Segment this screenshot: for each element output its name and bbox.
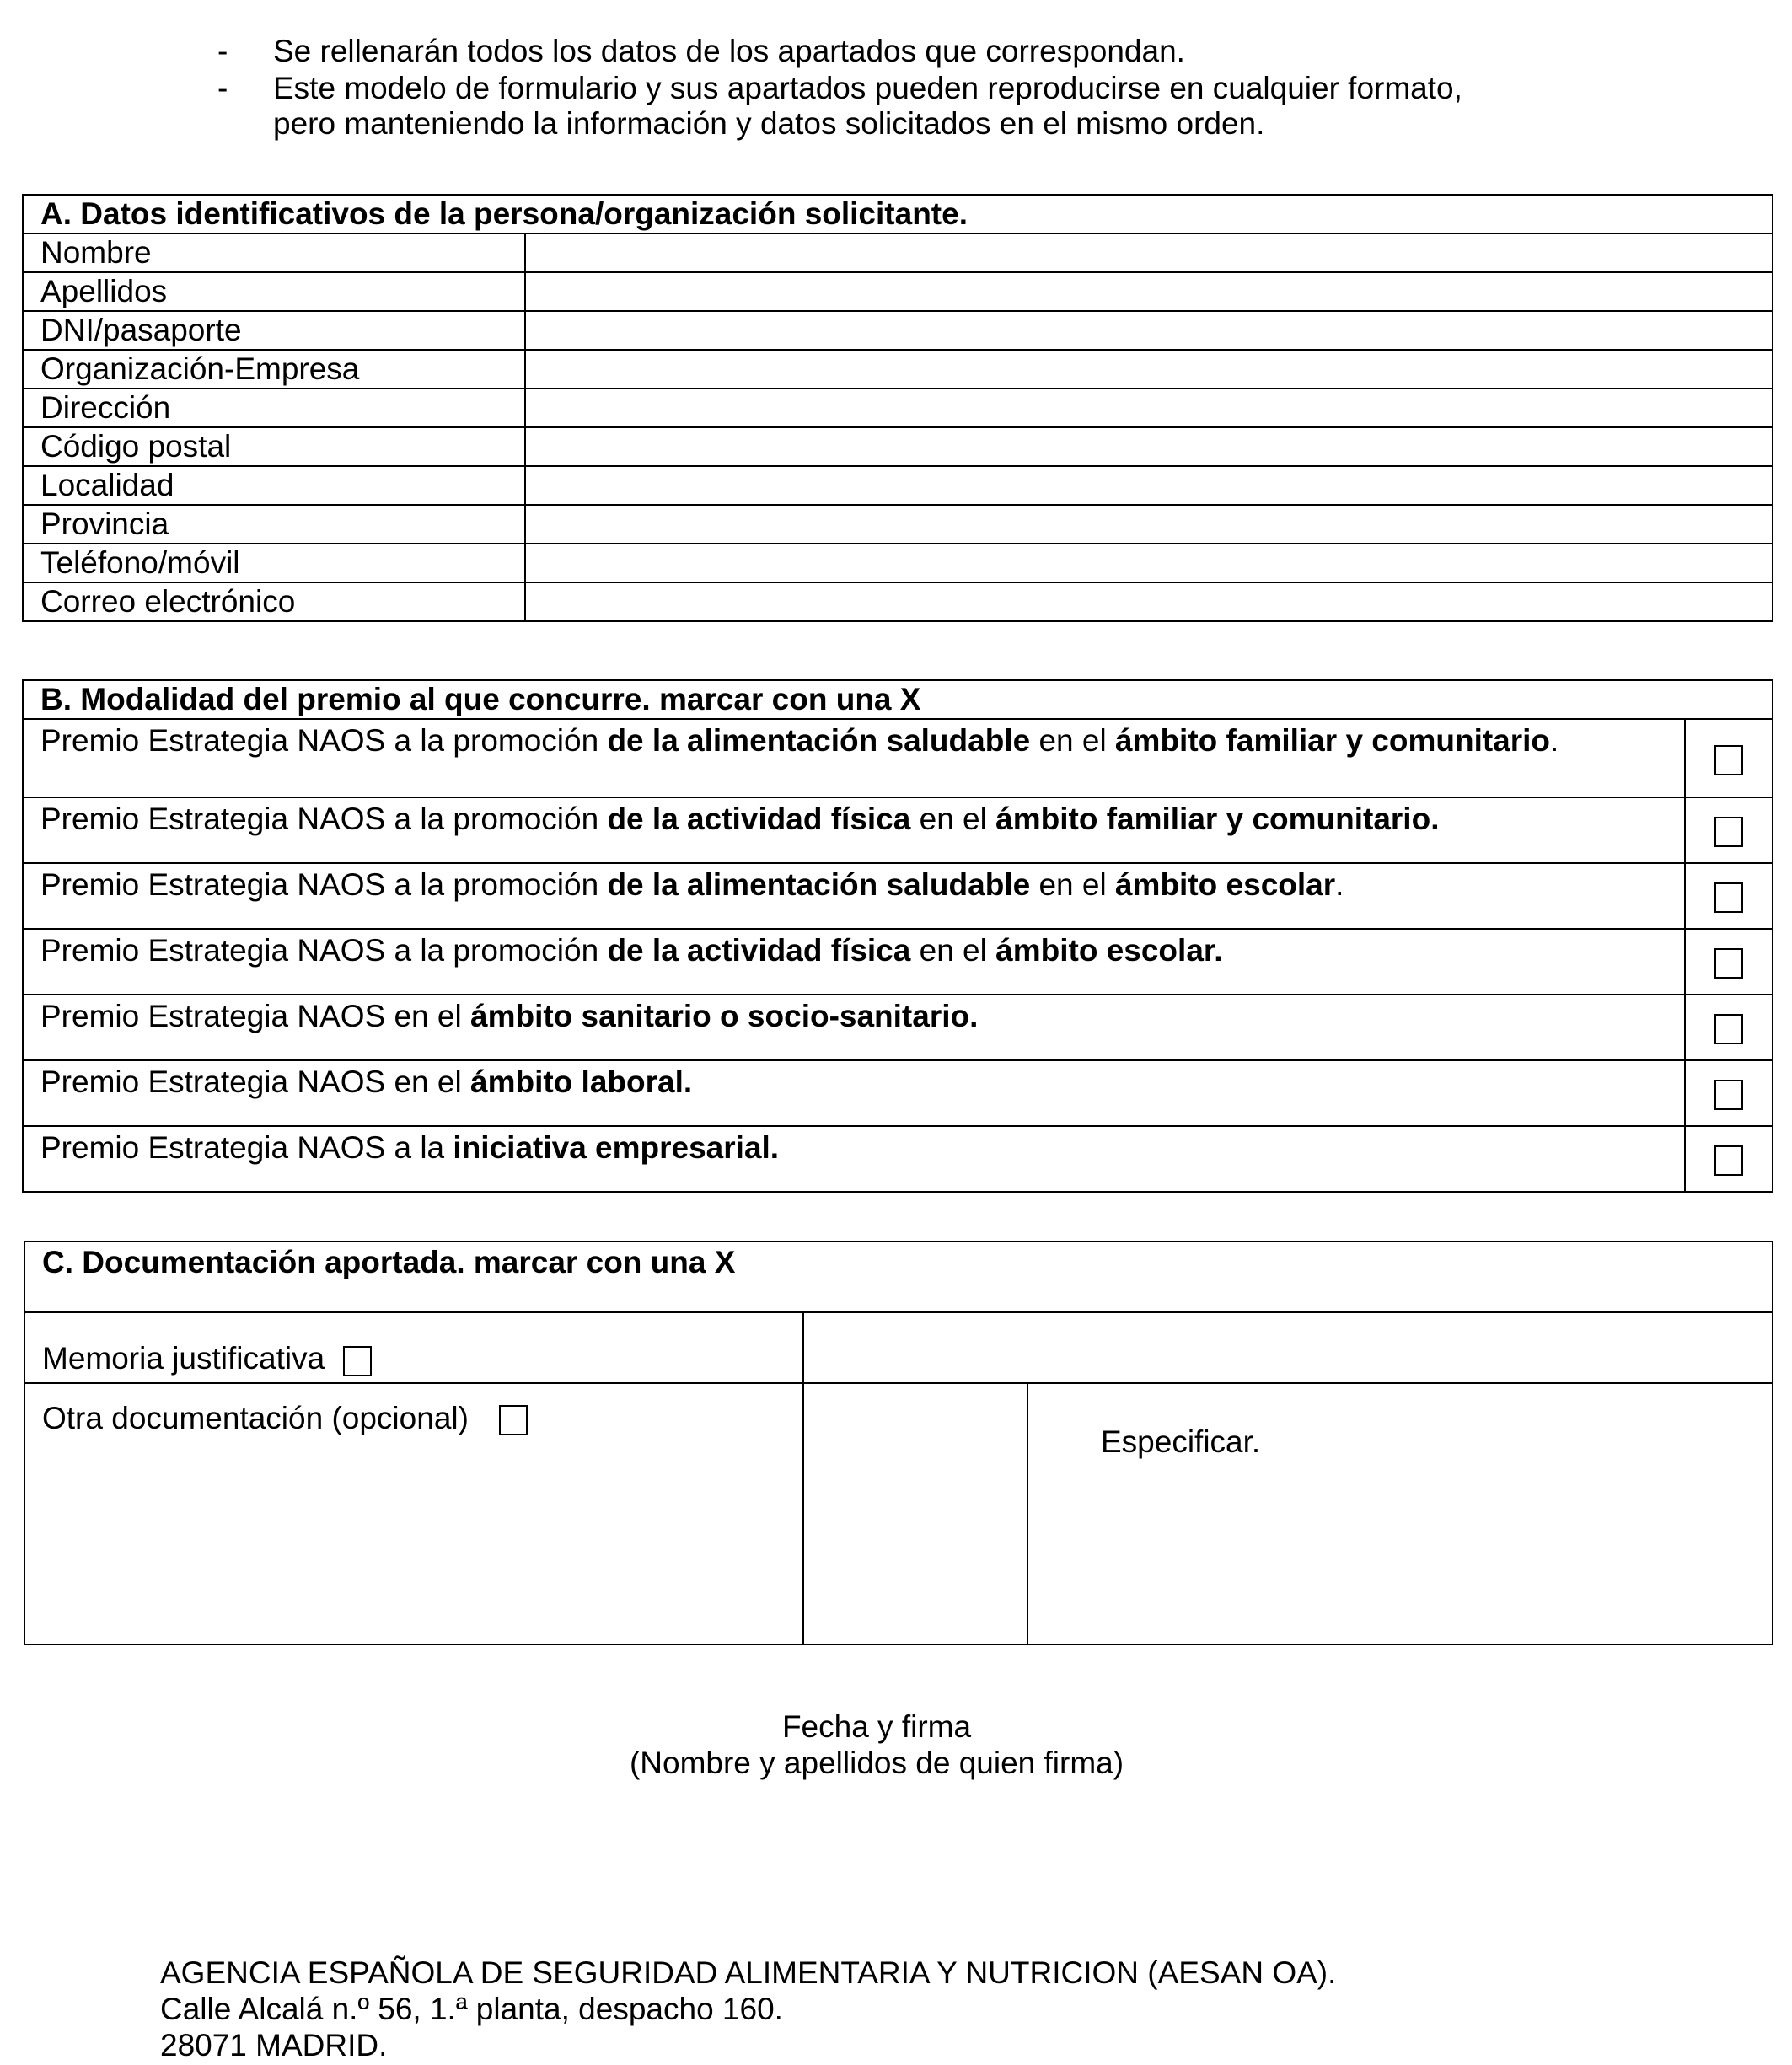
memoria-value-cell[interactable]	[803, 1312, 1773, 1383]
award-option-label	[23, 1126, 1685, 1192]
footer-line1: AGENCIA ESPAÑOLA DE SEGURIDAD ALIMENTARIA Y NUTRICION (AESAN OA).	[160, 1955, 1337, 1990]
memoria-row	[24, 1312, 1773, 1383]
award-option-text: .	[1550, 723, 1559, 758]
instruction-item	[217, 71, 1529, 142]
award-option-checkbox-cell	[1685, 1060, 1773, 1126]
award-option-row	[23, 1126, 1773, 1192]
especificar-cell[interactable]	[1027, 1383, 1773, 1644]
award-option-label	[23, 1060, 1685, 1126]
field-label: Teléfono/móvil	[23, 544, 525, 582]
award-option-bold-text: ámbito escolar.	[995, 933, 1223, 968]
section-b-options	[23, 719, 1773, 1192]
award-option-text: en el	[910, 933, 996, 968]
section-b-table	[22, 679, 1773, 1193]
instruction-text: Este modelo de formulario y sus apartados pueden reproducirse en cualquier formato, pero manteniendo la información y datos solicitados en el mismo orden.	[273, 70, 1462, 142]
instructions-list	[217, 34, 1735, 143]
field-label: Organización-Empresa	[23, 350, 525, 389]
award-option-text: .	[1335, 867, 1344, 902]
memoria-checkbox[interactable]	[343, 1346, 372, 1376]
field-value[interactable]	[525, 350, 1773, 389]
award-option-row	[23, 863, 1773, 929]
otra-empty-cell	[803, 1383, 1027, 1644]
award-option-checkbox-cell	[1685, 1126, 1773, 1192]
signature-line1: Fecha y firma	[781, 1709, 972, 1744]
section-a-title-row	[23, 195, 1773, 233]
award-option-checkbox[interactable]	[1714, 817, 1743, 847]
section-a-title: A. Datos identificativos de la persona/organización solicitante.	[23, 195, 1773, 233]
field-row	[23, 272, 1773, 311]
instruction-text: Se rellenarán todos los datos de los apartados que correspondan.	[273, 34, 1185, 68]
field-label: Apellidos	[23, 272, 525, 311]
field-label: Nombre	[23, 233, 525, 272]
award-option-text: en el	[1030, 867, 1115, 902]
footer-address	[160, 1955, 1336, 2064]
instruction-item	[217, 34, 1735, 70]
field-row	[23, 582, 1773, 621]
field-row	[23, 311, 1773, 350]
award-option-bold-text: ámbito familiar y comunitario	[1114, 723, 1551, 758]
otra-row	[24, 1383, 1773, 1644]
field-label: Localidad	[23, 466, 525, 505]
award-option-label	[23, 929, 1685, 995]
section-a-fields	[23, 233, 1773, 621]
award-option-text: Premio Estrategia NAOS a la	[40, 1130, 453, 1165]
signature-block	[0, 1709, 1753, 1781]
award-option-bold-text: ámbito sanitario o socio-sanitario.	[470, 999, 979, 1033]
award-option-checkbox[interactable]	[1714, 1145, 1743, 1176]
field-label: Correo electrónico	[23, 582, 525, 621]
field-label: Dirección	[23, 389, 525, 427]
field-row	[23, 505, 1773, 544]
field-row	[23, 427, 1773, 466]
award-option-bold-text: ámbito laboral.	[470, 1065, 693, 1099]
field-value[interactable]	[525, 544, 1773, 582]
section-b-title-row	[23, 680, 1773, 719]
memoria-cell	[24, 1312, 803, 1383]
field-row	[23, 389, 1773, 427]
field-value[interactable]	[525, 272, 1773, 311]
award-option-checkbox[interactable]	[1714, 1014, 1743, 1044]
award-option-text: Premio Estrategia NAOS a la promoción	[40, 723, 608, 758]
award-option-checkbox-cell	[1685, 929, 1773, 995]
award-option-row	[23, 1060, 1773, 1126]
award-option-bold-text: ámbito familiar y comunitario.	[995, 802, 1440, 836]
section-c-table	[24, 1241, 1773, 1645]
award-option-text: Premio Estrategia NAOS a la promoción	[40, 802, 608, 836]
award-option-checkbox-cell	[1685, 719, 1773, 797]
award-option-label	[23, 863, 1685, 929]
section-b-title: B. Modalidad del premio al que concurre. marcar con una X	[23, 680, 1773, 719]
award-option-text: Premio Estrategia NAOS a la promoción	[40, 867, 608, 902]
award-option-row	[23, 719, 1773, 797]
field-row	[23, 466, 1773, 505]
award-option-checkbox[interactable]	[1714, 1080, 1743, 1110]
award-option-checkbox[interactable]	[1714, 948, 1743, 979]
field-value[interactable]	[525, 233, 1773, 272]
award-option-checkbox-cell	[1685, 863, 1773, 929]
field-label: Provincia	[23, 505, 525, 544]
field-row	[23, 233, 1773, 272]
award-option-text: en el	[1030, 723, 1115, 758]
section-c-title: C. Documentación aportada. marcar con una X	[24, 1242, 1773, 1312]
field-row	[23, 544, 1773, 582]
award-option-checkbox-cell	[1685, 995, 1773, 1060]
footer-line2: Calle Alcalá n.º 56, 1.ª planta, despacho 160.	[160, 1991, 783, 2026]
award-option-bold-text: de la alimentación saludable	[607, 723, 1031, 758]
field-value[interactable]	[525, 466, 1773, 505]
instruction-dash: -	[217, 70, 228, 105]
award-option-label	[23, 995, 1685, 1060]
memoria-label: Memoria justificativa	[42, 1341, 325, 1376]
otra-checkbox[interactable]	[499, 1405, 528, 1435]
signature-line2: (Nombre y apellidos de quien firma)	[629, 1745, 1124, 1780]
award-option-label	[23, 719, 1685, 797]
award-option-checkbox[interactable]	[1714, 882, 1743, 913]
award-option-checkbox[interactable]	[1714, 745, 1743, 775]
award-option-row	[23, 797, 1773, 863]
field-value[interactable]	[525, 311, 1773, 350]
award-option-bold-text: ámbito escolar	[1114, 867, 1336, 902]
footer-line3-text: 28071 MADRID.	[160, 2027, 388, 2062]
field-value[interactable]	[525, 505, 1773, 544]
field-value[interactable]	[525, 389, 1773, 427]
award-option-bold-text: de la actividad física	[607, 802, 911, 836]
otra-label: Otra documentación (opcional)	[42, 1401, 469, 1435]
award-option-text: Premio Estrategia NAOS en el	[40, 999, 470, 1033]
field-label: DNI/pasaporte	[23, 311, 525, 350]
field-value[interactable]	[525, 582, 1773, 621]
field-label: Código postal	[23, 427, 525, 466]
field-value[interactable]	[525, 427, 1773, 466]
field-row	[23, 350, 1773, 389]
section-a-table	[22, 194, 1773, 622]
especificar-label: Especificar.	[1101, 1424, 1261, 1459]
award-option-checkbox-cell	[1685, 797, 1773, 863]
otra-cell	[24, 1383, 803, 1644]
award-option-text: en el	[910, 802, 996, 836]
award-option-bold-text: iniciativa empresarial.	[453, 1130, 780, 1165]
section-c-title-row	[24, 1242, 1773, 1312]
award-option-bold-text: de la alimentación saludable	[607, 867, 1031, 902]
award-option-bold-text: de la actividad física	[607, 933, 911, 968]
footer-line3	[160, 2028, 1336, 2064]
instruction-dash: -	[217, 34, 228, 68]
award-option-row	[23, 929, 1773, 995]
award-option-label	[23, 797, 1685, 863]
award-option-text: Premio Estrategia NAOS en el	[40, 1065, 470, 1099]
award-option-text: Premio Estrategia NAOS a la promoción	[40, 933, 608, 968]
award-option-row	[23, 995, 1773, 1060]
